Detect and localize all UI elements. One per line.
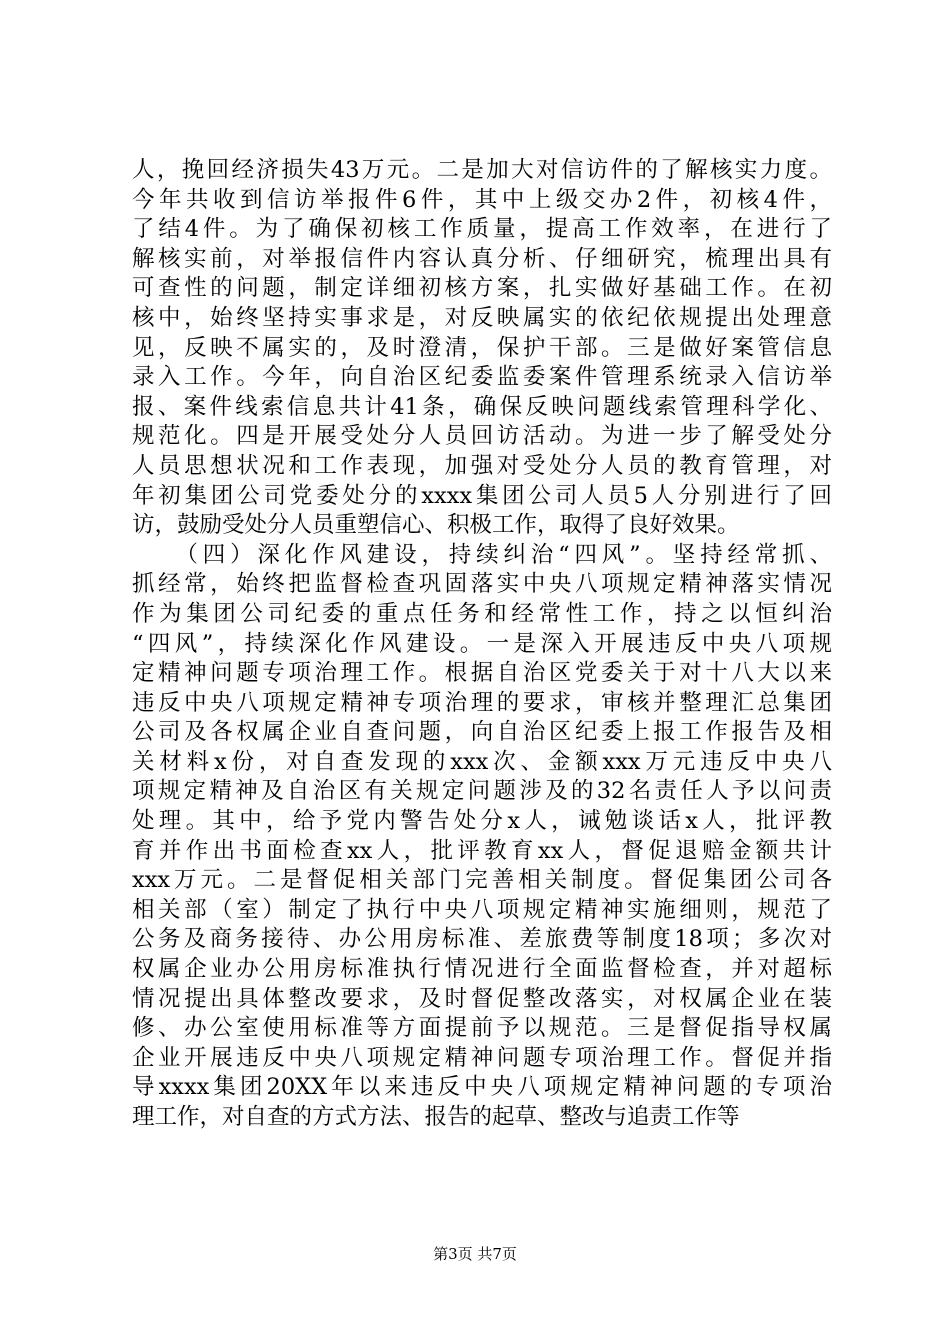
text-line: 规范化。四是开展受处分人员回访活动。为进一步了解受处分 [132, 423, 832, 450]
text-line: 修、办公室使用标准等方面提前予以规范。三是督促指导权属 [132, 1015, 832, 1042]
text-line: 年初集团公司党委处分的xxxx集团公司人员5人分别进行了回 [132, 482, 832, 509]
text-line: 关材料x份，对自查发现的xxx次、金额xxx万元违反中央八 [132, 748, 832, 775]
text-line: 今年共收到信访举报件6件，其中上级交办2件，初核4件， [132, 186, 832, 213]
text-line: 报、案件线索信息共计41条，确保反映问题线索管理科学化、 [132, 393, 832, 420]
text-line: 企业开展违反中央八项规定精神问题专项治理工作。督促并指 [132, 1044, 832, 1071]
text-line: 导xxxx集团20XX年以来违反中央八项规定精神问题的专项治 [132, 1074, 832, 1101]
text-line: 见，反映不属实的，及时澄清，保护干部。三是做好案管信息 [132, 334, 832, 361]
text-line: “四风”，持续深化作风建设。一是深入开展违反中央八项规 [132, 630, 832, 657]
text-line: 公司及各权属企业自查问题，向自治区纪委上报工作报告及相 [132, 719, 832, 746]
text-line: 公务及商务接待、办公用房标准、差旅费等制度18项；多次对 [132, 926, 832, 953]
text-line: （四）深化作风建设，持续纠治“四风”。坚持经常抓、 [132, 541, 832, 568]
page-number: 第3页 [433, 1245, 473, 1263]
text-line: 了结4件。为了确保初核工作质量，提高工作效率，在进行了 [132, 216, 832, 243]
page-footer [0, 1244, 950, 1264]
text-line: 育并作出书面检查xx人，批评教育xx人，督促退赔金额共计 [132, 837, 832, 864]
body-text [132, 156, 832, 1133]
text-line: 访，鼓励受处分人员重塑信心、积极工作，取得了良好效果。 [132, 512, 740, 539]
text-line: 人员思想状况和工作表现，加强对受处分人员的教育管理，对 [132, 452, 832, 479]
text-line: 情况提出具体整改要求，及时督促整改落实，对权属企业在装 [132, 985, 832, 1012]
text-line: 相关部（室）制定了执行中央八项规定精神实施细则，规范了 [132, 896, 832, 923]
text-line: 解核实前，对举报信件内容认真分析、仔细研究，梳理出具有 [132, 245, 832, 272]
text-line: 人，挽回经济损失43万元。二是加大对信访件的了解核实力度。 [132, 157, 832, 183]
text-line: xxx万元。二是督促相关部门完善相关制度。督促集团公司各 [132, 867, 832, 894]
text-line: 作为集团公司纪委的重点任务和经常性工作，持之以恒纠治 [132, 600, 832, 627]
text-line: 抓经常，始终把监督检查巩固落实中央八项规定精神落实情况 [132, 571, 832, 598]
text-line: 定精神问题专项治理工作。根据自治区党委关于对十八大以来 [132, 660, 832, 687]
text-line: 违反中央八项规定精神专项治理的要求，审核并整理汇总集团 [132, 689, 832, 716]
page-total: 共7页 [477, 1245, 517, 1263]
text-line: 录入工作。今年，向自治区纪委监委案件管理系统录入信访举 [132, 364, 832, 391]
text-line: 理工作，对自查的方式方法、报告的起草、整改与追责工作等 [132, 1104, 740, 1130]
text-line: 权属企业办公用房标准执行情况进行全面监督检查，并对超标 [132, 956, 832, 983]
text-line: 处理。其中，给予党内警告处分x人，诫勉谈话x人，批评教 [132, 808, 832, 835]
text-line: 项规定精神及自治区有关规定问题涉及的32名责任人予以问责 [132, 778, 832, 805]
text-line: 核中，始终坚持实事求是，对反映属实的依纪依规提出处理意 [132, 304, 832, 331]
text-line: 可查性的问题，制定详细初核方案，扎实做好基础工作。在初 [132, 275, 832, 302]
